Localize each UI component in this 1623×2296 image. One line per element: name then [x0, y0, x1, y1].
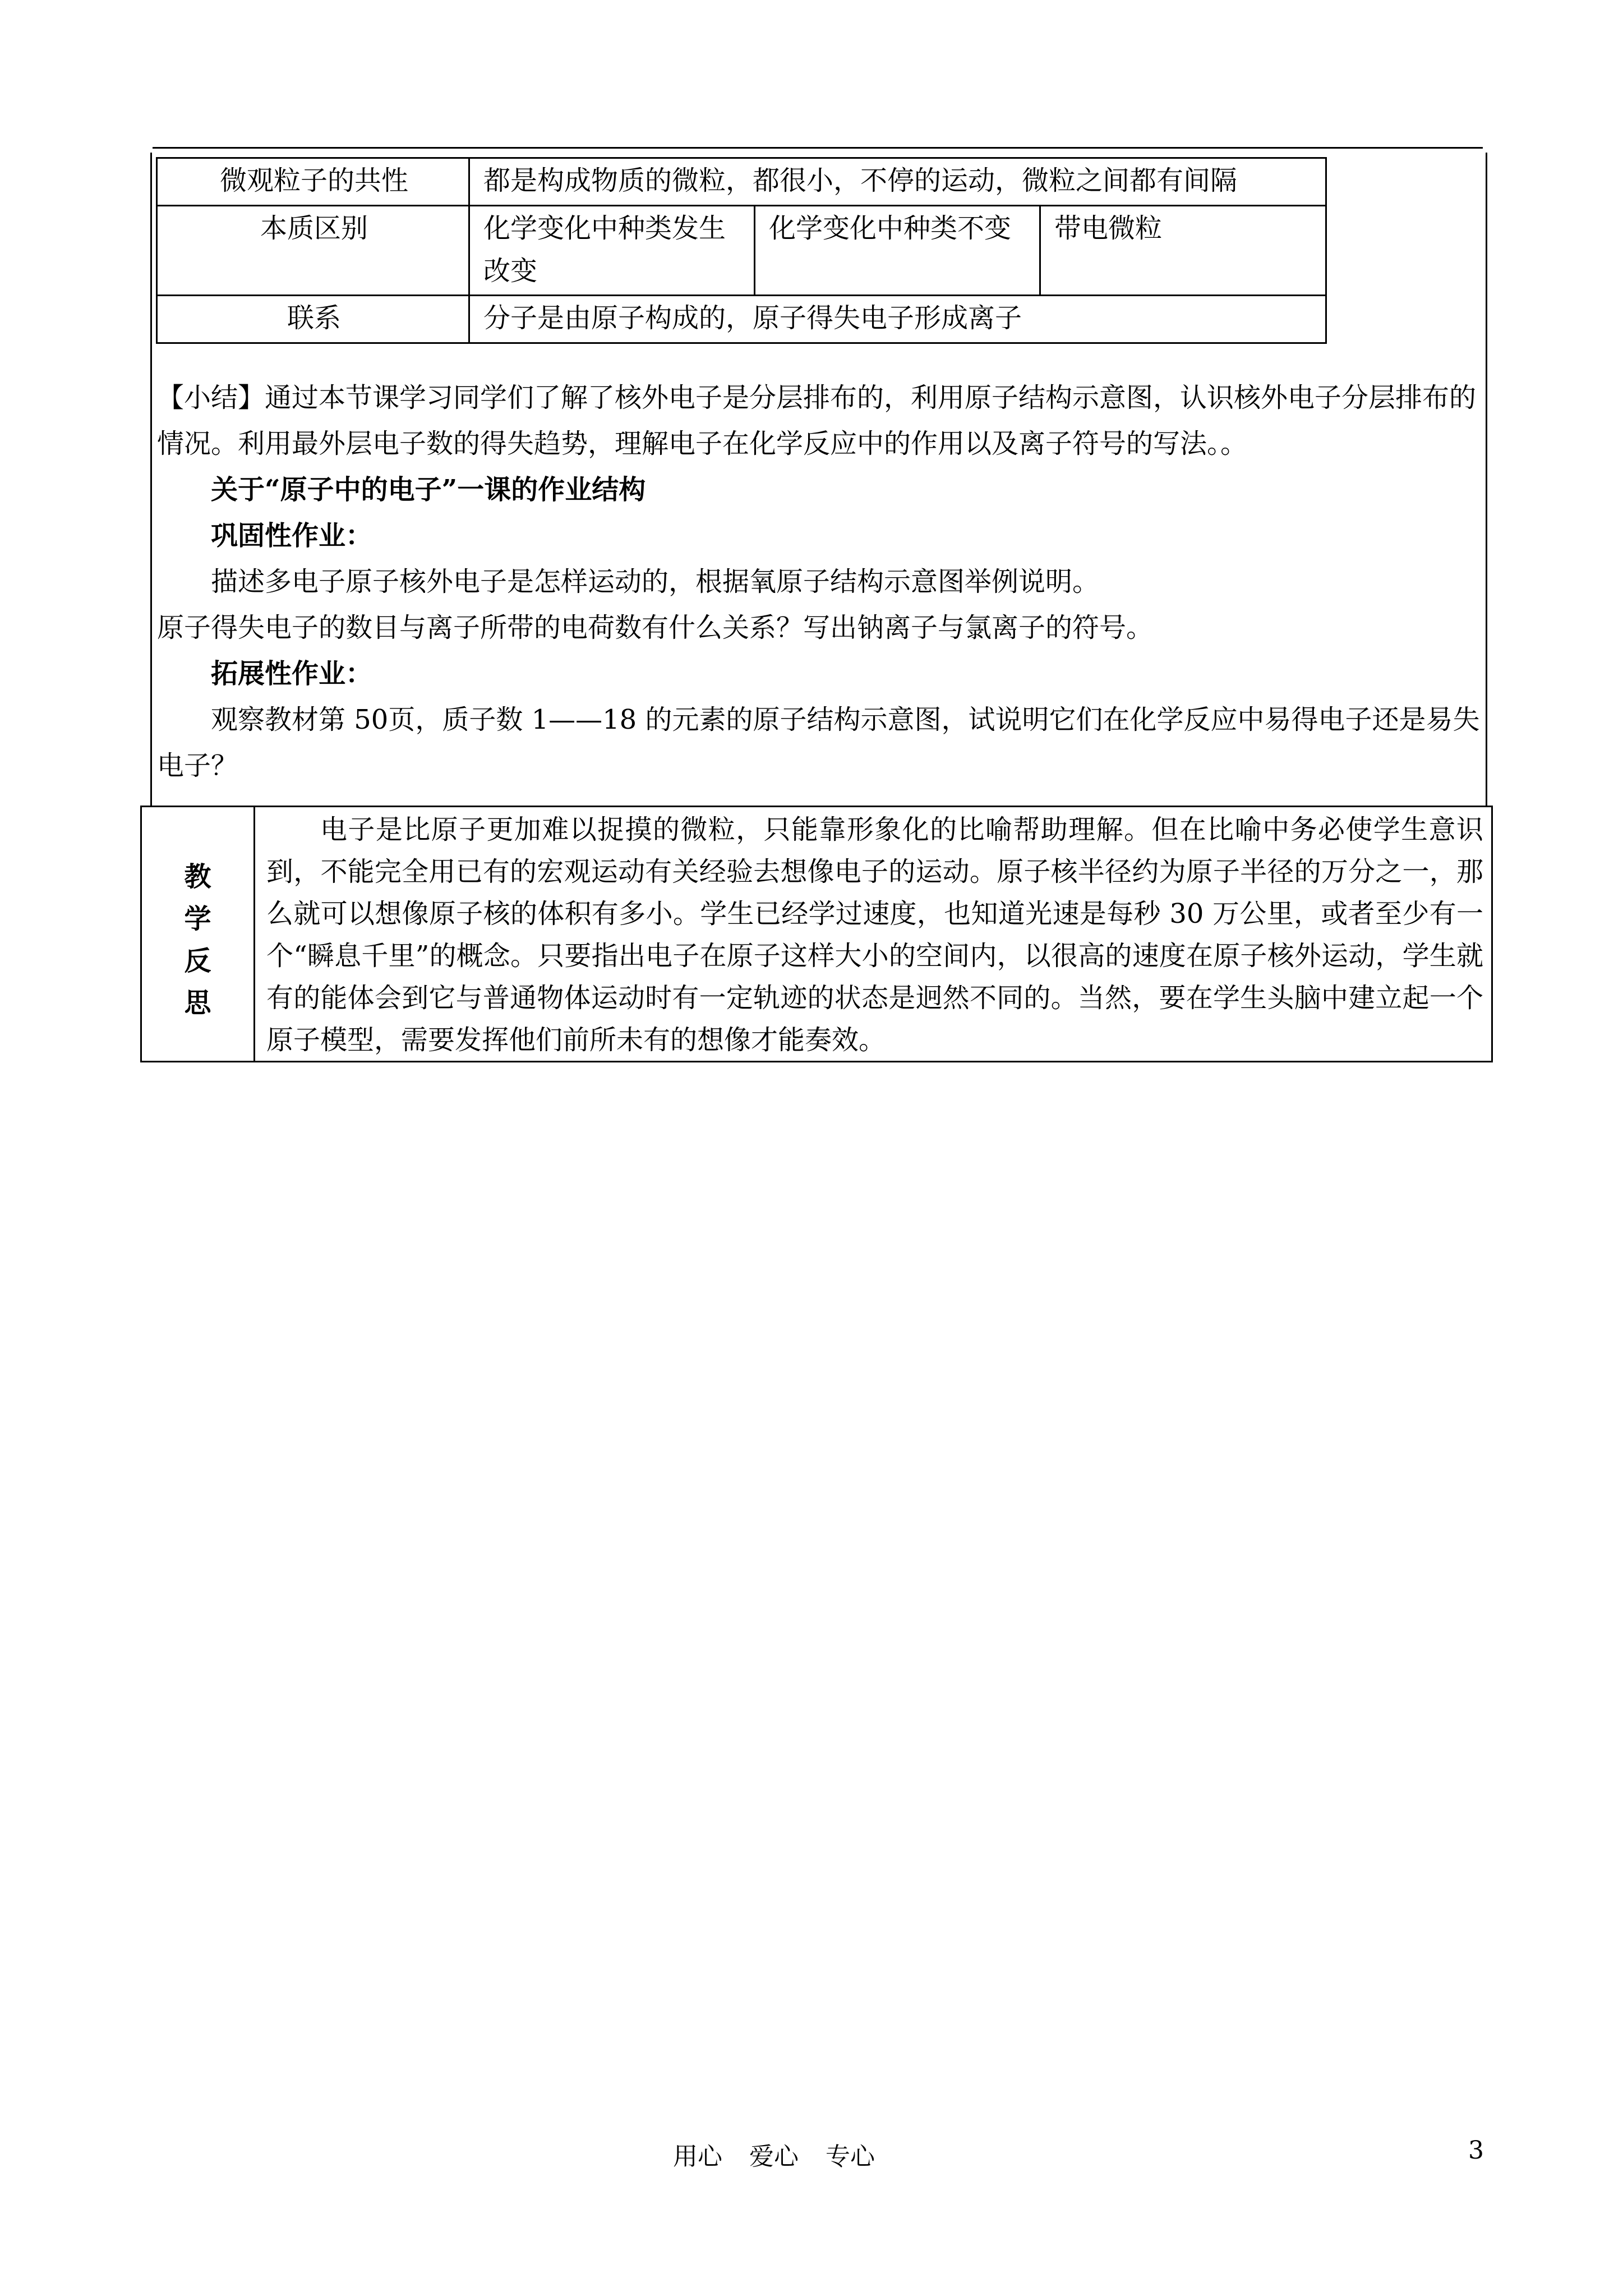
consolidation-question-1: 描述多电子原子核外电子是怎样运动的，根据氧原子结构示意图举例说明。 — [211, 566, 1100, 597]
reflection-label-char: 思 — [184, 987, 211, 1019]
page-footer — [673, 2136, 902, 2172]
header-rule — [153, 147, 1483, 149]
reflection-text: 电子是比原子更加难以捉摸的微粒，只能靠形象化的比喻帮助理解。但在比喻中务必使学生意识到，不能完全用已有的宏观运动有关经验去想像电子的运动。原子核半径约为原子半径的万分之一，那么就可以想像原子核的体积有多小。学生已经学过速度，也知道光速是每秒 30 万公里，或者至少有一个“瞬息千里”的概念。只要指出电子在原子这样大小的空间内，以很高的速度在原子核外运动，学生就有的能体会到它与普通物体运动时有一定轨迹的状态是迥然不同的。当然，要在学生头脑中建立起一个原子模型，需要发挥他们前所未有的想像才能奏效。 — [266, 814, 1483, 1056]
row-label-relation: 联系 — [157, 296, 469, 343]
relation-text: 分子是由原子构成的，原子得失电子形成离子 — [469, 296, 1326, 343]
table-row — [157, 205, 1326, 296]
reflection-label-char: 教 — [184, 861, 211, 892]
reflection-label-char: 学 — [184, 903, 211, 935]
table-row — [157, 296, 1326, 343]
footer-word: 用心 — [673, 2142, 722, 2171]
extension-title: 拓展性作业： — [211, 658, 373, 689]
table-row — [157, 158, 1326, 206]
page-number: 3 — [1468, 2136, 1484, 2165]
summary-section — [157, 375, 1481, 789]
row-label-commonality: 微观粒子的共性 — [157, 158, 469, 206]
summary-paragraph — [157, 375, 1481, 467]
consolidation-question-2: 原子得失电子的数目与离子所带的电荷数有什么关系？写出钠离子与氯离子的符号。 — [157, 612, 1154, 643]
extension-question-1: 观察教材第 50页，质子数 1——18 的元素的原子结构示意图，试说明它们在化学反应中易得电子还是易失电子？ — [157, 704, 1480, 781]
difference-ion: 带电微粒 — [1040, 205, 1326, 296]
summary-text: 通过本节课学习同学们了解了核外电子是分层排布的，利用原子结构示意图，认识核外电子分层排布的情况。利用最外层电子数的得失趋势，理解电子在化学反应中的作用以及离子符号的写法。。 — [157, 382, 1477, 459]
difference-atom: 化学变化中种类不变 — [755, 205, 1040, 296]
commonality-text: 都是构成物质的微粒，都很小，不停的运动，微粒之间都有间隔 — [469, 158, 1326, 206]
consolidation-title: 巩固性作业： — [211, 520, 373, 551]
particle-comparison-table — [156, 157, 1327, 344]
footer-word: 专心 — [826, 2142, 875, 2171]
difference-molecule: 化学变化中种类发生改变 — [469, 205, 755, 296]
homework-heading: 关于“原子中的电子”一课的作业结构 — [211, 474, 646, 505]
summary-label: 【小结】 — [157, 382, 265, 413]
reflection-label — [142, 806, 255, 1061]
row-label-difference: 本质区别 — [157, 205, 469, 296]
footer-word: 爱心 — [749, 2142, 799, 2171]
reflection-label-char: 反 — [184, 945, 211, 977]
reflection-table — [140, 806, 1493, 1062]
